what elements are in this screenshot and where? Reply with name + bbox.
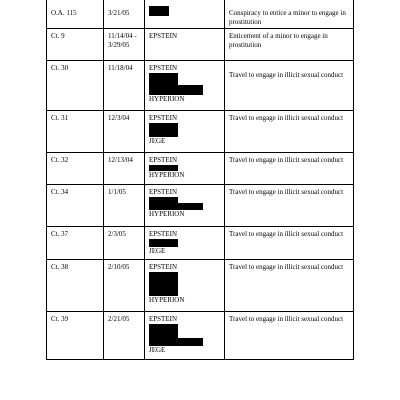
defendant-cell [145, 227, 225, 260]
redaction-block [149, 203, 203, 210]
table-row [47, 153, 354, 185]
date-cell: 2/3/05 [104, 227, 145, 260]
table-row [47, 61, 354, 111]
offense-cell: Travel to engage in illicit sexual conduct [225, 153, 354, 185]
defendant-cell [145, 260, 225, 312]
date-cell: 1/1/05 [104, 185, 145, 227]
redaction-block [149, 73, 178, 85]
count-cell: Ct. 34 [47, 185, 104, 227]
defendant-name: EPSTEIN [149, 156, 177, 164]
defendant-cell [145, 185, 225, 227]
counts-table [46, 0, 354, 360]
count-cell: Ct. 30 [47, 61, 104, 111]
table-row [47, 111, 354, 153]
redaction-block [149, 85, 203, 95]
offense-cell: Travel to engage in illicit sexual conduct [225, 111, 354, 153]
defendant-name: EPSTEIN [149, 32, 177, 40]
defendant-name: EPSTEIN [149, 263, 177, 271]
redaction-block [149, 6, 169, 16]
offense-cell: Travel to engage in illicit sexual conduct [225, 185, 354, 227]
co-conspirator-name: JEGE [149, 246, 166, 255]
defendant-name: EPSTEIN [149, 315, 177, 323]
defendant-name: EPSTEIN [149, 188, 177, 196]
table-row [47, 0, 354, 29]
defendant-cell [145, 0, 225, 29]
date-cell: 11/14/04 - 3/29/05 [104, 29, 145, 61]
defendant-cell [145, 61, 225, 111]
offense-cell: Enticement of a minor to engage in prostitution [225, 29, 354, 61]
count-cell: O.A. 115 [47, 0, 104, 29]
table-row [47, 227, 354, 260]
defendant-name: EPSTEIN [149, 230, 177, 238]
date-cell: 2/10/05 [104, 260, 145, 312]
count-cell: Ct. 31 [47, 111, 104, 153]
count-cell: Ct. 37 [47, 227, 104, 260]
defendant-cell [145, 153, 225, 185]
date-cell: 12/3/04 [104, 111, 145, 153]
redaction-block [149, 272, 178, 296]
defendant-name: EPSTEIN [149, 114, 177, 122]
date-cell: 3/21/05 [104, 0, 145, 29]
redaction-block [149, 123, 178, 137]
redaction-block [149, 338, 203, 346]
date-cell: 11/18/04 [104, 61, 145, 111]
count-cell: Ct. 9 [47, 29, 104, 61]
offense-cell: Travel to engage in illicit sexual conduct [225, 227, 354, 260]
co-conspirator-name: JEGE [149, 136, 166, 145]
redaction-block [149, 239, 178, 247]
date-cell: 12/13/04 [104, 153, 145, 185]
offense-cell: Travel to engage in illicit sexual conduct [225, 312, 354, 360]
co-conspirator-name: JEGE [149, 345, 166, 354]
defendant-cell [145, 312, 225, 360]
table-row [47, 29, 354, 61]
offense-cell: Conspiracy to entice a minor to engage in prostitution [225, 0, 354, 29]
defendant-cell [145, 111, 225, 153]
offense-cell: Travel to engage in illicit sexual conduct [225, 61, 354, 111]
defendant-cell [145, 29, 225, 61]
co-conspirator-name: HYPERION [149, 170, 185, 179]
table-row [47, 312, 354, 360]
defendant-name: EPSTEIN [149, 64, 177, 72]
count-cell: Ct. 39 [47, 312, 104, 360]
date-cell: 2/21/05 [104, 312, 145, 360]
count-cell: Ct. 38 [47, 260, 104, 312]
count-cell: Ct. 32 [47, 153, 104, 185]
table-row [47, 185, 354, 227]
table-row [47, 260, 354, 312]
co-conspirator-name: HYPERION [149, 209, 185, 218]
redaction-block [149, 324, 178, 338]
co-conspirator-name: HYPERION [149, 295, 185, 304]
offense-cell: Travel to engage in illicit sexual conduct [225, 260, 354, 312]
co-conspirator-name: HYPERION [149, 94, 185, 103]
